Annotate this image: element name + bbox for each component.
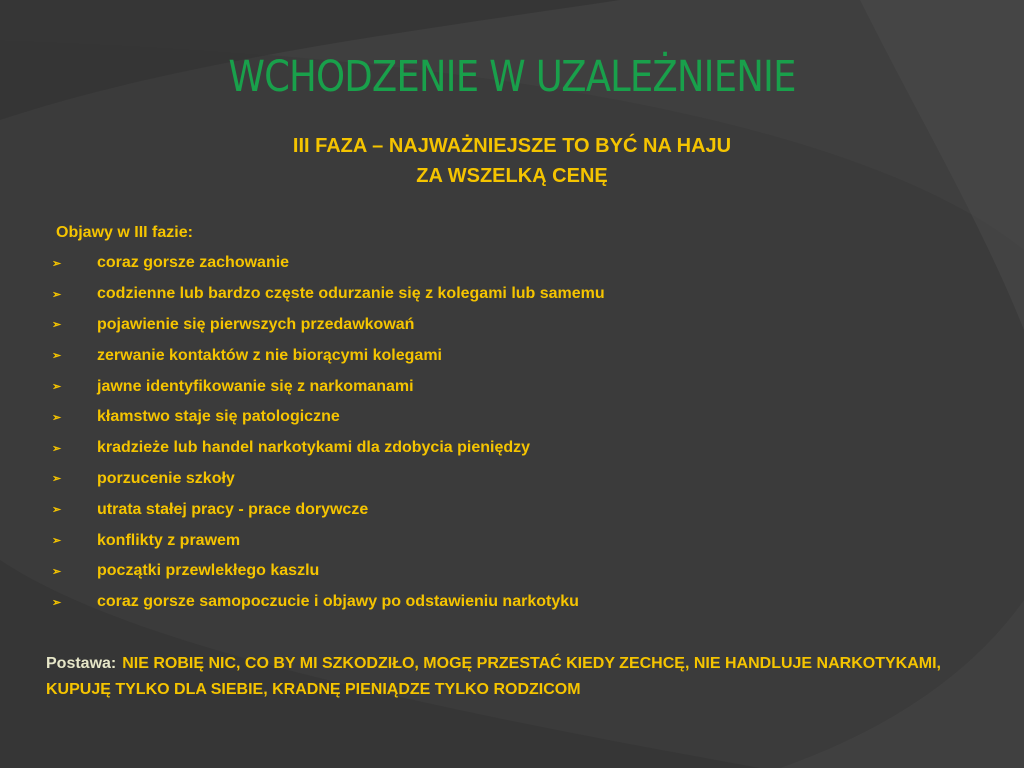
double-arrow-bullet-icon: ➢	[52, 535, 62, 548]
double-arrow-bullet-icon: ➢	[52, 596, 62, 609]
list-item-text: zerwanie kontaktów z nie biorącymi kolegami	[97, 346, 442, 364]
list-item	[52, 279, 605, 310]
list-item-text: jawne identyfikowanie się z narkomanami	[97, 377, 414, 395]
symptom-list	[52, 248, 605, 618]
list-item	[52, 340, 605, 371]
list-item	[52, 464, 605, 495]
slide-subtitle	[0, 131, 1024, 191]
list-item-text: codzienne lub bardzo częste odurzanie się z kolegami lub samemu	[97, 285, 605, 303]
list-item-text: konflikty z prawem	[97, 531, 241, 549]
list-item	[52, 587, 605, 618]
list-item	[52, 248, 605, 279]
stance-paragraph	[46, 651, 986, 703]
list-item-text: kłamstwo staje się patologiczne	[97, 408, 340, 426]
double-arrow-bullet-icon: ➢	[52, 288, 62, 301]
list-item-text: początki przewlekłego kaszlu	[97, 562, 320, 580]
slide-title: WCHODZENIE W UZALEŻNIENIE	[228, 52, 796, 102]
subtitle-line-1: III FAZA – NAJWAŻNIEJSZE TO BYĆ NA HAJU	[292, 135, 732, 157]
list-item-text: utrata stałej pracy - prace dorywcze	[97, 500, 369, 518]
list-item	[52, 371, 605, 402]
double-arrow-bullet-icon: ➢	[52, 442, 62, 455]
list-item-text: porzucenie szkoły	[97, 469, 235, 487]
double-arrow-bullet-icon: ➢	[52, 565, 62, 578]
list-item	[52, 402, 605, 433]
list-item	[52, 556, 605, 587]
double-arrow-bullet-icon: ➢	[52, 319, 62, 332]
list-item	[52, 433, 605, 464]
double-arrow-bullet-icon: ➢	[52, 350, 62, 363]
double-arrow-bullet-icon: ➢	[52, 473, 62, 486]
stance-text: NIE ROBIĘ NIC, CO BY MI SZKODZIŁO, MOGĘ PRZESTAĆ KIEDY ZECHCĘ, NIE HANDLUJE NARKOTYKAMI, KUPUJĘ TYLKO DLA SIEBIE, KRADNĘ PIENIĄDZE TYLKO RODZICOM	[46, 655, 941, 698]
list-item-text: coraz gorsze samopoczucie i objawy po odstawieniu narkotyku	[97, 593, 579, 611]
double-arrow-bullet-icon: ➢	[52, 411, 62, 424]
double-arrow-bullet-icon: ➢	[52, 504, 62, 517]
list-item-text: coraz gorsze zachowanie	[97, 254, 290, 272]
list-item	[52, 494, 605, 525]
subtitle-line-2: ZA WSZELKĄ CENĘ	[416, 165, 608, 187]
list-item-text: kradzieże lub handel narkotykami dla zdobycia pieniędzy	[97, 439, 531, 457]
symptoms-heading: Objawy w III fazie:	[56, 224, 193, 241]
stance-label: Postawa:	[46, 655, 117, 672]
list-item	[52, 310, 605, 341]
list-item-text: pojawienie się pierwszych przedawkowań	[97, 315, 415, 333]
double-arrow-bullet-icon: ➢	[52, 257, 62, 270]
double-arrow-bullet-icon: ➢	[52, 381, 62, 394]
list-item	[52, 525, 605, 556]
